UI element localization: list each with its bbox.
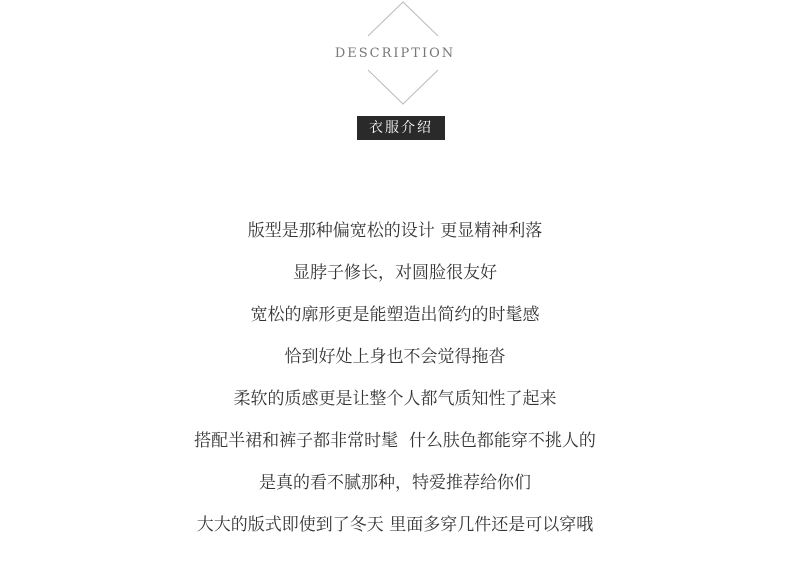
description-line: 宽松的廓形更是能塑造出简约的时髦感	[250, 305, 540, 325]
section-badge: 衣服介绍	[357, 116, 445, 140]
description-line: 显脖子修长，对圆脸很友好	[293, 263, 497, 283]
section-header	[0, 0, 790, 150]
description-line: 恰到好处上身也不会觉得拖沓	[284, 347, 506, 367]
description-line: 是真的看不腻那种，特爱推荐给你们	[259, 473, 531, 493]
description-line: 版型是那种偏宽松的设计 更显精神利落	[247, 221, 543, 241]
description-line: 柔软的质感更是让整个人都气质知性了起来	[233, 389, 557, 409]
section-title: DESCRIPTION	[334, 46, 456, 61]
description-body	[0, 217, 790, 553]
description-line: 搭配半裙和裤子都非常时髦 什么肤色都能穿不挑人的	[194, 431, 596, 451]
description-line: 大大的版式即使到了冬天 里面多穿几件还是可以穿哦	[196, 515, 594, 535]
